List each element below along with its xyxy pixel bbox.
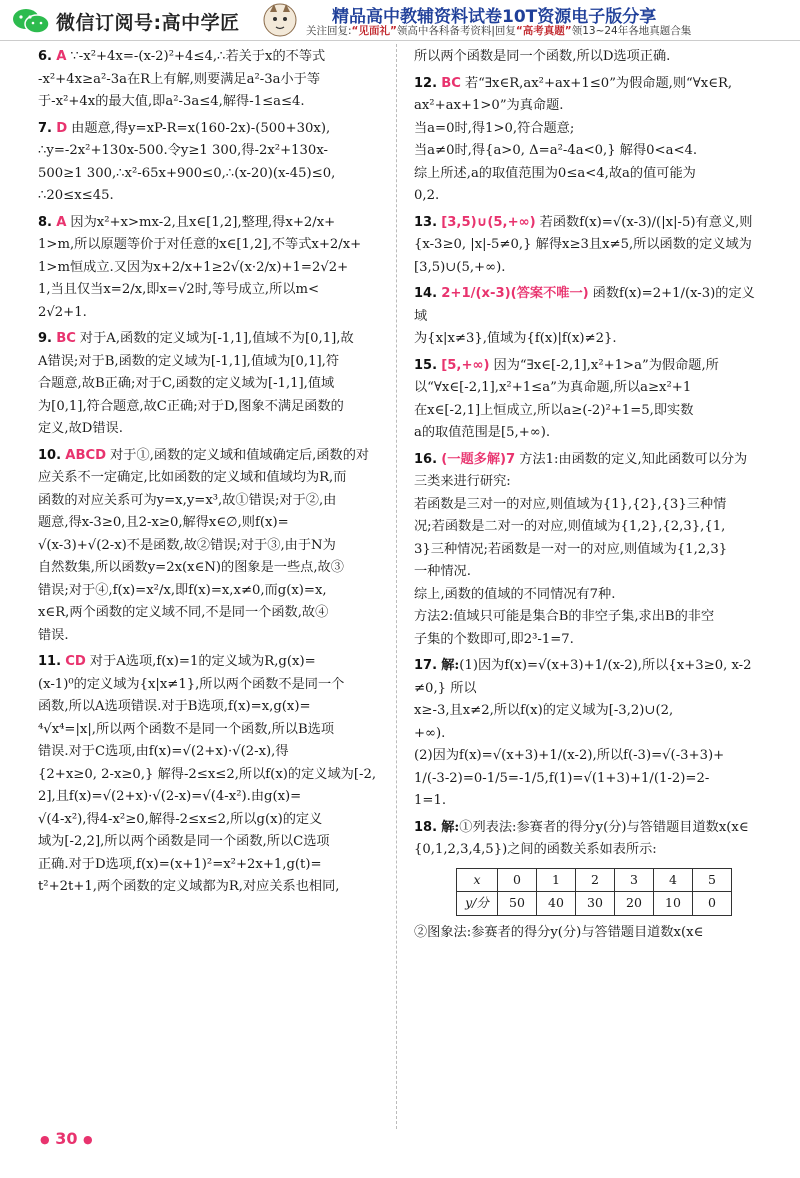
table-cell: 30	[576, 892, 615, 916]
table-cell: y/分	[457, 892, 498, 916]
table-cell: 2	[576, 868, 615, 892]
left-column	[38, 46, 382, 903]
question-11-continued: 所以两个函数是同一个函数,所以D选项正确.	[414, 49, 671, 64]
question-12: 12. BC 若“∃x∈R,ax²+ax+1≤0”为假命题,则“∀x∈R, ax²+ax+1>0”为真命题. 当a=0时,得1>0,符合题意; 当a≠0时,得{a>0, Δ=a²-4a<0,} 解得0<a<4. 综上所述,a的取值范围为0≤a<4,故a的值可能为 0,2.	[414, 75, 733, 203]
column-divider	[396, 44, 397, 1129]
question-11: 11. CD 对于A选项,f(x)=1的定义域为R,g(x)= (x-1)⁰的定义域为{x|x≠1},所以两个函数不是同一个 函数,所以A选项错误.对于B选项,f(x)=x,g(x)= ⁴√x⁴=|x|,所以两个函数不是同一个函数,所以B选项 错误.对于C选项,由f(x)=√(2+x)·√(2-x),得 {2+x≥0, 2-x≥0,} 解得-2≤x≤2,所以f(x)的定义域为[-2, 2],且f(x)=√(2+x)·√(2-x)=√(4-x²).由g(x)= √(4-x²),得4-x²≥0,解得-2≤x≤2,所以g(x)的定义 域为[-2,2],所以两个函数是同一个函数,所以C选项 正确.对于D选项,f(x)=(x+1)²=x²+2x+1,g(t)= t²+2t+1,两个函数的定义域都为R,对应关系也相同,	[38, 654, 377, 894]
table-cell: 4	[654, 868, 693, 892]
wechat-icon	[12, 8, 50, 34]
question-13: 13. [3,5)∪(5,+∞) 若函数f(x)=√(x-3)/(|x|-5)有意义,则 {x-3≥0, |x|-5≠0,} 解得x≥3且x≠5,所以函数的定义域为 [3,5)∪(5,+∞).	[414, 214, 753, 275]
question-10: 10. ABCD 对于①,函数的定义域和值域确定后,函数的对 应关系不一定确定,比如函数的定义域和值域均为R,而 函数的对应关系可为y=x,y=x³,故①错误;对于②,由 题意,得x-3≥0,且2-x≥0,解得x∈∅,则f(x)= √(x-3)+√(2-x)不是函数,故②错误;对于③,由于N为 自然数集,所以函数y=2x(x∈N)的图象是一些点,故③ 错误;对于④,f(x)=x²/x,即f(x)=x,x≠0,而g(x)=x, x∈R,两个函数的定义域不同,不是同一个函数,故④ 错误.	[38, 447, 370, 643]
table-cell: 3	[615, 868, 654, 892]
question-16: 16. (一题多解)7 方法1:由函数的定义,知此函数可以分为 三类来进行研究: 若函数是三对一的对应,则值域为{1},{2},{3}三种情 况;若函数是二对一的对应,则值域为{1,2},{2,3},{1, 3}三种情况;若函数是一对一的对应,则值域为{1,2,3} 一种情况. 综上,函数的值域的不同情况有7种. 方法2:值域只可能是集合B的非空子集,求出B的非空 子集的个数即可,即2³-1=7.	[414, 451, 748, 647]
score-table	[456, 868, 732, 916]
table-cell: 20	[615, 892, 654, 916]
mascot-icon	[262, 2, 298, 38]
right-column	[414, 46, 762, 948]
question-7: 7. D 由题意,得y=xP-R=x(160-2x)-(500+30x), ∴y=-2x²+130x-500.令y≥1 300,得-2x²+130x- 500≥1 300,∴x²-65x+900≤0,∴(x-20)(x-45)≤0, ∴20≤x≤45.	[38, 120, 336, 203]
question-18: 18. 解:①列表法:参赛者的得分y(分)与答错题目道数x(x∈ {0,1,2,3,4,5})之间的函数关系如表所示: x 0 1 2 3 4 5 y/分 50 40 30 20 10 0 ②图象法:参赛者的得分y(分)与答错题目道数x(x∈	[414, 819, 749, 940]
header-subtitle: 关注回复:“见面礼”领高中各科备考资料|回复“高考真题”领13~24年各地真题合集	[306, 25, 692, 37]
table-cell: 0	[693, 892, 732, 916]
table-cell: 0	[498, 868, 537, 892]
table-row	[457, 892, 732, 916]
table-cell: 40	[537, 892, 576, 916]
question-8: 8. A 因为x²+x>mx-2,且x∈[1,2],整理,得x+2/x+ 1>m,所以原题等价于对任意的x∈[1,2],不等式x+2/x+ 1>m恒成立.又因为x+2/x+1≥2√(x·2/x)+1=2√2+ 1,当且仅当x=2/x,即x=√2时,等号成立,所以m< 2√2+1.	[38, 214, 362, 320]
page-header	[0, 0, 800, 41]
table-row	[457, 868, 732, 892]
table-cell: 10	[654, 892, 693, 916]
question-9: 9. BC 对于A,函数的定义域为[-1,1],值域不为[0,1],故 A错误;对于B,函数的定义域为[-1,1],值域为[0,1],符 合题意,故B正确;对于C,函数的定义域为[-1,1],值域 为[0,1],符合题意,故C正确;对于D,图象不满足函数的 定义,故D错误.	[38, 331, 354, 436]
page-number: ● 30 ●	[40, 1129, 93, 1148]
table-cell: 1	[537, 868, 576, 892]
table-cell: 50	[498, 892, 537, 916]
table-cell: 5	[693, 868, 732, 892]
question-17: 17. 解:(1)因为f(x)=√(x+3)+1/(x-2),所以{x+3≥0, x-2≠0,} 所以 x≥-3,且x≠2,所以f(x)的定义域为[-3,2)∪(2, +∞). (2)因为f(x)=√(x+3)+1/(x-2),所以f(-3)=√(-3+3)+ 1/(-3-2)=0-1/5=-1/5,f(1)=√(1+3)+1/(1-2)=2- 1=1.	[414, 658, 752, 808]
question-15: 15. [5,+∞) 因为“∃x∈[-2,1],x²+1>a”为假命题,所 以“∀x∈[-2,1],x²+1≤a”为真命题,所以a≥x²+1 在x∈[-2,1]上恒成立,所以a≥(-2)²+1=5,即实数 a的取值范围是[5,+∞).	[414, 357, 719, 440]
question-6: 6. A ∵-x²+4x=-(x-2)²+4≤4,∴若关于x的不等式 -x²+4x≥a²-3a在R上有解,则要满足a²-3a小于等 于-x²+4x的最大值,即a²-3a≤4,解得-1≤a≤4.	[38, 49, 326, 109]
brand-title: 微信订阅号:高中学匠	[56, 12, 240, 34]
question-14: 14. 2+1/(x-3)(答案不唯一) 函数f(x)=2+1/(x-3)的定义域 为{x|x≠3},值域为{f(x)|f(x)≠2}.	[414, 286, 755, 346]
header-title: 精品高中教辅资料试卷10T资源电子版分享	[332, 7, 657, 27]
table-cell: x	[457, 868, 498, 892]
